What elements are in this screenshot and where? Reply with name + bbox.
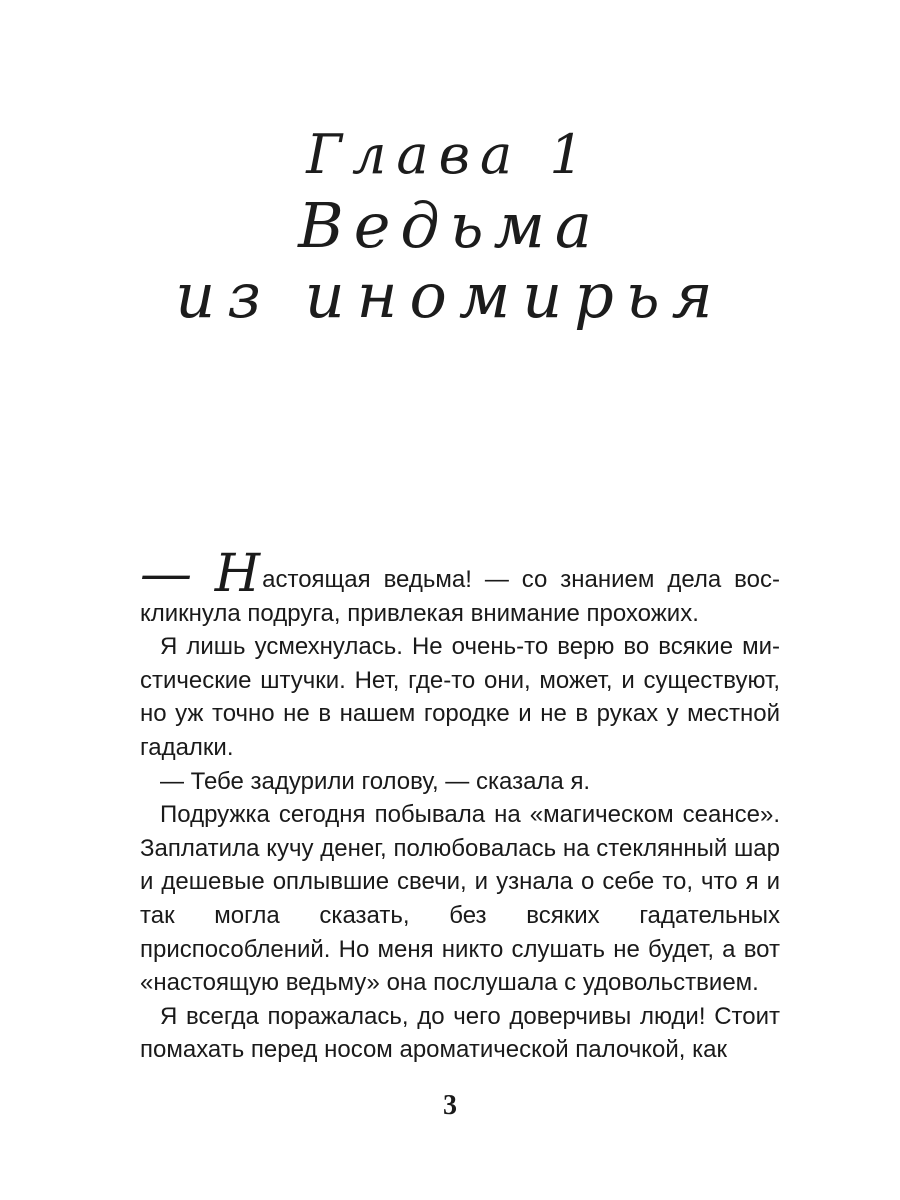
- paragraph-1-text: астоящая ведьма! — со знанием дела воскликнула подруга, привлекая внимание прохожих.: [140, 566, 780, 627]
- chapter-label: Глава 1: [306, 123, 594, 186]
- paragraph-1: [140, 544, 780, 630]
- page-number: 3: [443, 1090, 457, 1121]
- paragraph-4: Подружка сегодня побывала на «магическом сеансе». Заплатила кучу денег, полюбовалась на стеклянный шар и дешевые оплывшие свечи, и узнала о себе то, что я и так могла сказать, без всяких гадательных приспособлений. Но меня никто слушать не будет, а вот «настоящую ведьму» она послушала с удовольствием.: [140, 801, 780, 997]
- paragraph-3: — Тебе задурили голову, — сказала я.: [160, 767, 591, 795]
- chapter-title-line-1: Ведьма: [298, 189, 602, 262]
- paragraph-2: Я лишь усмехнулась. Не очень-то верю во всякие мистические штучки. Нет, где-то они, может, и существуют, но уж точно не в нашем городке и не в руках у местной гадалки.: [140, 633, 780, 761]
- drop-cap: — Н: [140, 544, 261, 604]
- chapter-title-line-2: из иномирья: [175, 259, 725, 332]
- paragraph-5: Я всегда поражалась, до чего доверчивы люди! Стоит помахать перед носом ароматической палочкой, как: [140, 1002, 780, 1064]
- body-text: [140, 544, 780, 1067]
